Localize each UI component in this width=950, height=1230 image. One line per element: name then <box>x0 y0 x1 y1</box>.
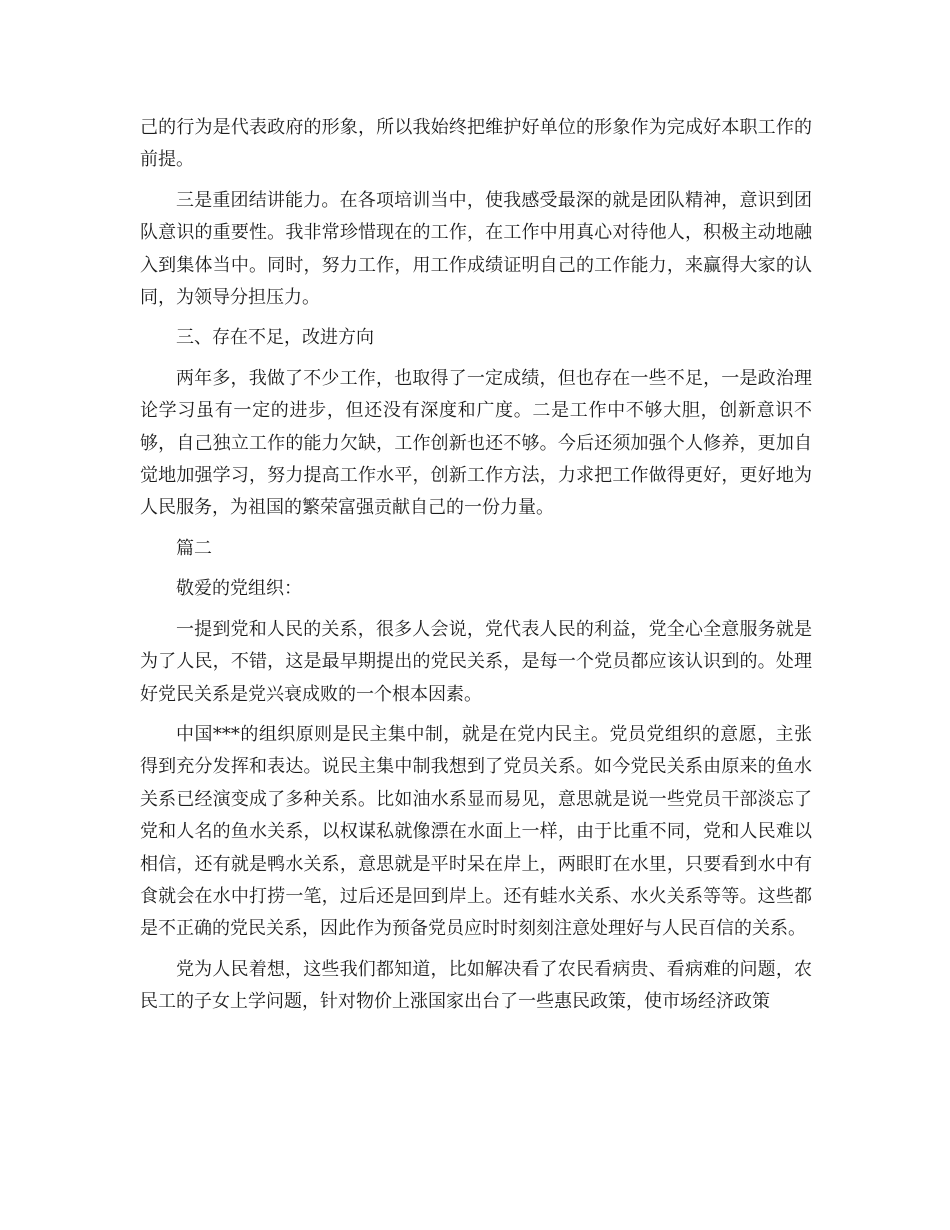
paragraph-teamwork: 三是重团结讲能力。在各项培训当中，使我感受最深的就是团队精神，意识到团队意识的重要性。我非常珍惜现在的工作，在工作中用真心对待他人，积极主动地融入到集体当中。同时，努力工作，用工作成绩证明自己的工作能力，来赢得大家的认同，为领导分担压力。 <box>140 189 812 309</box>
salutation: 敬爱的党组织： <box>176 578 302 600</box>
paragraph-continuation: 己的行为是代表政府的形象，所以我始终把维护好单位的形象作为完成好本职工作的前提。 <box>140 117 812 171</box>
paragraph-democratic-centralism: 中国***的组织原则是民主集中制，就是在党内民主。党员党组织的意愿，主张得到充分发挥和表达。说民主集中制我想到了党员关系。如今党民关系由原来的鱼水关系已经演变成了多种关系。比如油水系显而易见，意思就是说一些党员干部淡忘了党和人名的鱼水关系，以权谋私就像漂在水面上一样，由于比重不同，党和人民难以相信，还有就是鸭水关系，意思就是平时呆在岸上，两眼盯在水里，只要看到水中有食就会在水中打捞一笔，过后还是回到岸上。还有蛙水关系、水火关系等等。这些都是不正确的党民关系，因此作为预备党员应时时刻刻注意处理好与人民百信的关系。 <box>140 723 812 940</box>
section-heading-part-two: 篇二 <box>176 537 212 559</box>
paragraph-shortcomings: 两年多，我做了不少工作，也取得了一定成绩，但也存在一些不足，一是政治理论学习虽有一定的进步，但还没有深度和广度。二是工作中不够大胆，创新意识不够，自己独立工作的能力欠缺，工作创新也还不够。今后还须加强个人修养，更加自觉地加强学习，努力提高工作水平，创新工作方法，力求把工作做得更好，更好地为人民服务，为祖国的繁荣富强贡献自己的一份力量。 <box>140 367 812 519</box>
paragraph-serving-people: 党为人民着想，这些我们都知道，比如解决看了农民看病贵、看病难的问题，农民工的子女上学问题，针对物价上涨国家出台了一些惠民政策，使市场经济政策 <box>140 958 812 1013</box>
paragraph-party-people-relation: 一提到党和人民的关系，很多人会说，党代表人民的利益，党全心全意服务就是为了人民，不错，这是最早期提出的党民关系，是每一个党员都应该认识到的。处理好党民关系是党兴衰成败的一个根本因素。 <box>140 618 812 705</box>
section-heading-shortcomings: 三、存在不足，改进方向 <box>176 327 374 349</box>
document-page <box>140 112 812 1027</box>
